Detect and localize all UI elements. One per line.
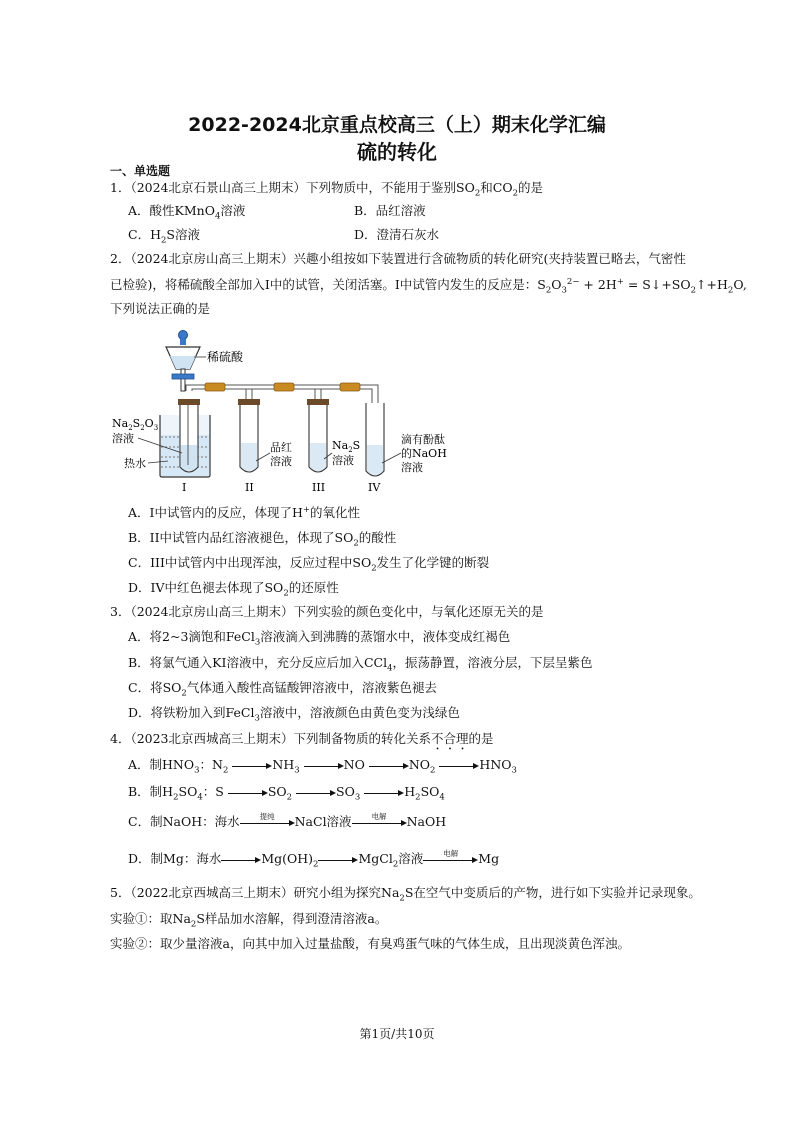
hot-water-label: 热水 [124, 457, 146, 470]
question-4-option-c[interactable]: C．制NaOH：海水 提纯 NaCl溶液 电解 NaOH [128, 811, 447, 829]
tube-ii-label-b: 溶液 [270, 455, 292, 468]
roman-i: I [182, 481, 187, 494]
reaction-arrow: 电解 [423, 855, 478, 865]
question-4-option-b[interactable]: B．制$H_2SO_4$：S $SO_2$ $SO_3$ $H_2SO_4$ [128, 784, 445, 803]
question-2-option-d[interactable]: D．IV中红色褪去体现了$SO_2$的还原性 [128, 580, 339, 599]
question-2-stem-line1: 2．（2024北京房山高三上期末）兴趣小组按如下装置进行含硫物质的转化研究(夹持装置已略去，气密性 [110, 251, 686, 266]
reaction-arrow: 电解 [352, 818, 407, 828]
svg-text:Na2S2O3: $Na_2S_2O_3$ [112, 417, 159, 432]
question-5-stem: 5．（2022北京西城高三上期末）研究小组为探究$Na_2S$在空气中变质后的产物，进行如下实验并记录现象。 [110, 885, 701, 904]
reaction-arrow [364, 788, 404, 798]
acid-label: 稀硫酸 [207, 350, 244, 364]
document-subtitle: 硫的转化 [357, 140, 437, 164]
test-tube-i [178, 399, 200, 472]
question-4-option-a[interactable]: A．制$HNO_3$：$N_2$ $NH_3$ NO $NO_2$ $HNO_3$ [128, 757, 517, 776]
question-2-stem-line2: 已检验)，将稀硫酸全部加入Ⅰ中的试管，关闭活塞。Ⅰ中试管内发生的反应是：$S_2O_3^{2-} + 2H^+$ = $S↓+SO_2↑+H_2O$, [110, 276, 747, 296]
reaction-arrow: 提纯 [240, 818, 295, 828]
tube-iii-label-b: 溶液 [332, 454, 354, 467]
reaction-arrow [232, 761, 272, 771]
reaction-arrow [369, 761, 409, 771]
document-title: 2022-2024北京重点校高三（上）期末化学汇编 [188, 114, 606, 136]
question-3-option-c[interactable]: C．将$SO_2$气体通入酸性高锰酸钾溶液中，溶液紫色褪去 [128, 680, 437, 699]
question-3-option-d[interactable]: D．将铁粉加入到FeCl$_3$溶液中，溶液颜色由黄色变为浅绿色 [128, 705, 460, 724]
reagent-i-label: 溶液 [112, 432, 134, 445]
roman-iv: IV [368, 481, 381, 494]
apparatus-figure [110, 325, 447, 495]
question-4-stem: 4．（2023北京西城高三上期末）下列制备物质的转化关系不合理的是 [110, 731, 494, 746]
question-1-option-b[interactable]: B．品红溶液 [354, 203, 426, 218]
tube-iii-label-a: $Na_2S$ [332, 439, 361, 454]
tube-iv-label-c: 溶液 [401, 461, 423, 474]
question-1-option-a[interactable]: A．酸性KMnO$_4$溶液 [128, 203, 246, 222]
reaction-arrow [296, 788, 336, 798]
tube-ii-label-a: 品红 [270, 441, 292, 454]
question-3-option-b[interactable]: B．将氯气通入KI溶液中，充分反应后加入CCl$_4$，振荡静置，溶液分层，下层呈紫色 [128, 655, 593, 674]
question-2-option-a[interactable]: A．I中试管内的反应，体现了H+的氧化性 [128, 504, 361, 520]
section-heading: 一、单选题 [110, 164, 171, 178]
reaction-arrow [318, 855, 358, 865]
question-3-option-a[interactable]: A．将2~3滴饱和FeCl$_3$溶液滴入到沸腾的蒸馏水中，液体变成红褐色 [128, 629, 511, 648]
question-3-stem: 3．（2024北京房山高三上期末）下列实验的颜色变化中，与氧化还原无关的是 [110, 604, 544, 619]
test-tube-iv [366, 403, 384, 476]
question-2-option-c[interactable]: C．III中试管内中出现浑浊，反应过程中$SO_2$发生了化学键的断裂 [128, 555, 490, 574]
roman-ii: II [245, 481, 254, 494]
rubber-connectors [205, 383, 360, 391]
roman-iii: III [312, 481, 326, 494]
separatory-funnel [166, 331, 200, 392]
reaction-arrow [304, 761, 344, 771]
question-1-option-d[interactable]: D．澄清石灰水 [354, 227, 440, 242]
reaction-arrow [439, 761, 479, 771]
reaction-arrow [221, 855, 261, 865]
question-4-option-d[interactable]: D．制Mg：海水 $Mg(OH)_2$ MgCl$_2$溶液 电解 Mg [128, 848, 500, 870]
question-5-experiment-1: 实验①：取$Na_2S$样品加水溶解，得到澄清溶液a。 [110, 911, 388, 930]
question-5-experiment-2: 实验②：取少量溶液a，向其中加入过量盐酸，有臭鸡蛋气味的气体生成，且出现淡黄色浑浊。 [110, 936, 630, 951]
test-tube-iii [307, 399, 329, 472]
question-2-stem-line3: 下列说法正确的是 [110, 301, 211, 316]
page-footer: 第1页/共10页 [359, 1027, 435, 1041]
question-1-option-c[interactable]: C．$H_2S$溶液 [128, 227, 200, 246]
question-1-stem: 1．（2024北京石景山高三上期末）下列物质中，不能用于鉴别$SO_2$和$CO_2$的是 [110, 180, 543, 199]
tube-iv-label-a: 滴有酚酞 [401, 433, 445, 446]
question-2-option-b[interactable]: B．II中试管内品红溶液褪色，体现了$SO_2$的酸性 [128, 530, 397, 549]
tube-iv-label-b: 的NaOH [401, 447, 447, 460]
reaction-arrow [228, 788, 268, 798]
